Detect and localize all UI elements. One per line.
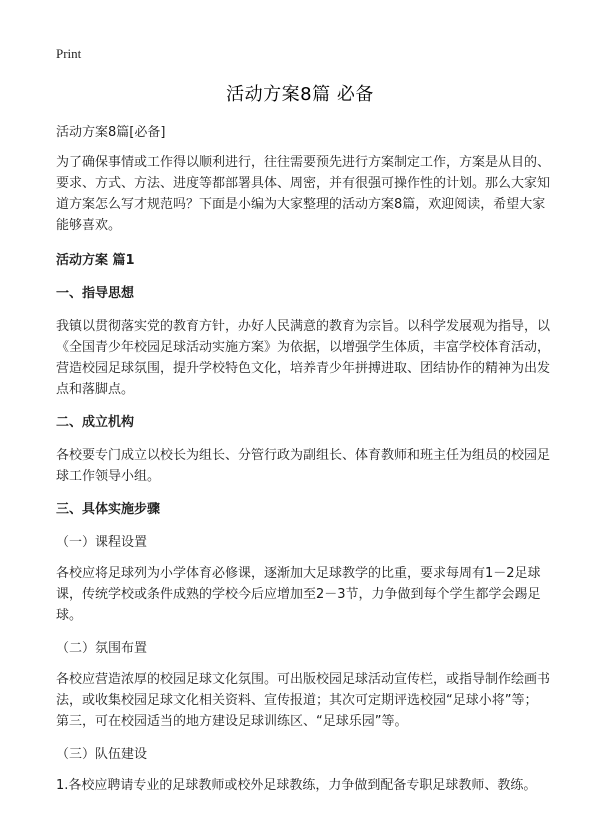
subheading-team-building: （三）队伍建设 bbox=[56, 747, 148, 762]
paragraph-team-building: 1.各校应聘请专业的足球教师或校外足球教练，力争做到配备专职足球教师、教练。 bbox=[56, 778, 537, 793]
paragraph-organization: 各校要专门成立以校长为组长、分管行政为副组长、体育教师和班主任为组员的校园足球工作领导小组。 bbox=[56, 448, 551, 484]
part-heading: 活动方案 篇1 bbox=[56, 253, 135, 268]
document-body bbox=[56, 122, 550, 808]
page-title: 活动方案8篇 必备 bbox=[226, 84, 374, 105]
section-heading-guiding-ideology: 一、指导思想 bbox=[56, 286, 135, 301]
document-subtitle: 活动方案8篇[必备] bbox=[56, 125, 166, 140]
subheading-curriculum: （一）课程设置 bbox=[56, 535, 148, 550]
paragraph-curriculum: 各校应将足球列为小学体育必修课，逐渐加大足球教学的比重，要求每周有1－2足球课，传统学校或条件成熟的学校今后应增加至2－3节，力争做到每个学生都学会踢足球。 bbox=[56, 566, 541, 623]
section-heading-implementation: 三、具体实施步骤 bbox=[56, 502, 161, 517]
section-heading-organization: 二、成立机构 bbox=[56, 415, 135, 430]
print-link[interactable]: Print bbox=[56, 46, 82, 61]
paragraph-guiding-ideology: 我镇以贯彻落实党的教育方针，办好人民满意的教育为宗旨。以科学发展观为指导，以《全国青少年校园足球活动实施方案》为依据，以增强学生体质，丰富学校体育活动，营造校园足球氛围，提升学校特色文化，培养青少年拼搏进取、团结协作的精神为出发点和落脚点。 bbox=[56, 319, 551, 397]
paragraph-atmosphere: 各校应营造浓厚的校园足球文化氛围。可出版校园足球活动宣传栏，或指导制作绘画书法，或收集校园足球文化相关资料、宣传报道；其次可定期评选校园“足球小将”等；第三，可在校园适当的地方建设足球训练区、“足球乐园”等。 bbox=[56, 672, 551, 729]
intro-paragraph: 为了确保事情或工作得以顺利进行，往往需要预先进行方案制定工作，方案是从目的、要求、方式、方法、进度等都部署具体、周密，并有很强可操作性的计划。那么大家知道方案怎么写才规范吗？下面是小编为大家整理的活动方案8篇，欢迎阅读，希望大家能够喜欢。 bbox=[56, 155, 551, 233]
subheading-atmosphere: （二）氛围布置 bbox=[56, 641, 148, 656]
